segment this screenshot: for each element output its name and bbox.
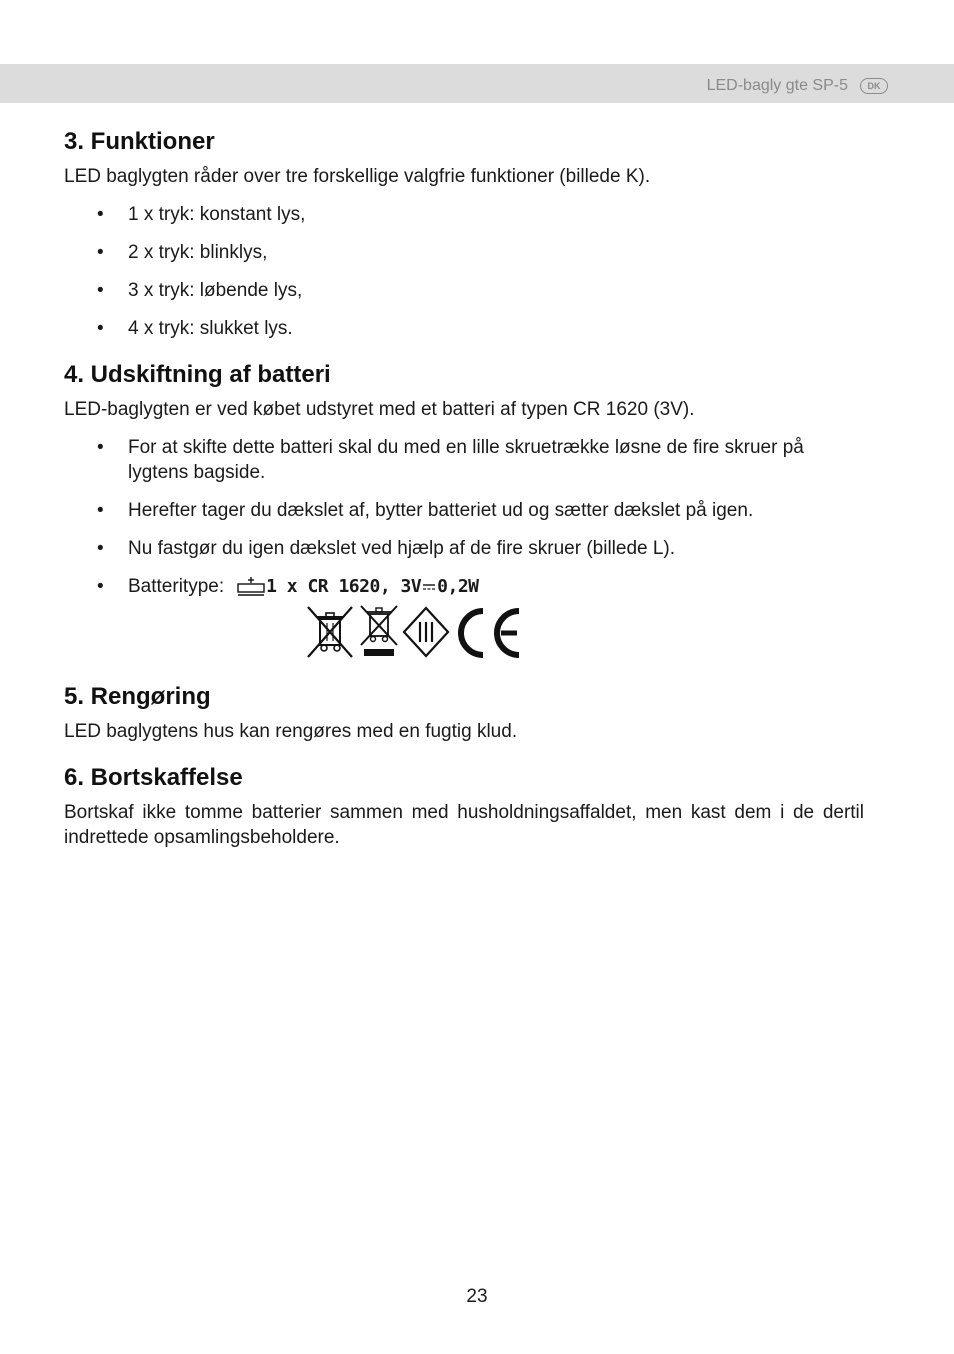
section-heading: 3. Funktioner (64, 128, 215, 155)
section-heading: 5. Rengøring (64, 683, 211, 710)
section-text: LED baglygtens hus kan rengøres med en fugtig klud. (64, 721, 518, 742)
section-cleaning (64, 681, 864, 744)
function-list (64, 202, 864, 341)
section-heading: 6. Bortskaffelse (64, 764, 243, 791)
section-disposal (64, 762, 864, 850)
list-item (64, 574, 864, 659)
battery-icon (236, 576, 266, 598)
list-item: • Nu fastgør du igen dækslet ved hjælp af de fire skruer (billede L). (97, 538, 676, 559)
header-bar (0, 64, 954, 103)
section-intro: LED baglygten råder over tre forskellige valgfrie funktioner (billede K). (64, 166, 651, 187)
bullet-icon: • (97, 280, 104, 301)
certification-symbols (305, 605, 864, 659)
list-item: • 2 x tryk: blinklys, (97, 242, 268, 263)
section-heading: 4. Udskiftning af batteri (64, 361, 331, 388)
bullet-icon: • (97, 242, 104, 263)
battery-type-line (128, 574, 864, 599)
bullet-icon: • (97, 500, 104, 521)
section-functions (64, 126, 864, 341)
battery-type-spec: 1 x CR 1620, 3V 0,2W (236, 574, 478, 599)
bullet-icon: • (97, 576, 104, 597)
page-content (64, 126, 864, 850)
section-text: Bortskaf ikke tomme batterier sammen med husholdningsaffaldet, men kast dem i de dertil indrettede opsamlingsbeholdere. (64, 802, 864, 848)
battery-disposal-bin-icon (359, 605, 399, 659)
page-number: 23 (466, 1286, 488, 1307)
dc-symbol-icon (422, 582, 436, 592)
list-item: • Herefter tager du dækslet af, bytter batteriet ud og sætter dækslet på igen. (97, 500, 754, 521)
bullet-icon: • (97, 538, 104, 559)
language-badge: DK (860, 78, 888, 94)
bullet-icon: • (97, 437, 104, 458)
battery-steps-list (64, 435, 864, 659)
list-item: • 1 x tryk: konstant lys, (97, 204, 306, 225)
ce-mark-icon (453, 605, 525, 659)
section-intro: LED-baglygten er ved købet udstyret med et batteri af typen CR 1620 (3V). (64, 399, 695, 420)
bullet-icon: • (97, 318, 104, 339)
section-battery (64, 359, 864, 659)
battery-type-label: Batteritype: (128, 576, 225, 597)
list-item: • 3 x tryk: løbende lys, (97, 280, 303, 301)
protection-class-iii-icon (401, 605, 451, 659)
header-title: LED-bagly gte SP-5 (706, 77, 848, 94)
list-item: • For at skifte dette batteri skal du med en lille skruetrække løsne de fire skruer på lygtens bagside. (97, 437, 804, 483)
list-item: • 4 x tryk: slukket lys. (97, 318, 293, 339)
bullet-icon: • (97, 204, 104, 225)
weee-bin-icon (305, 605, 355, 659)
